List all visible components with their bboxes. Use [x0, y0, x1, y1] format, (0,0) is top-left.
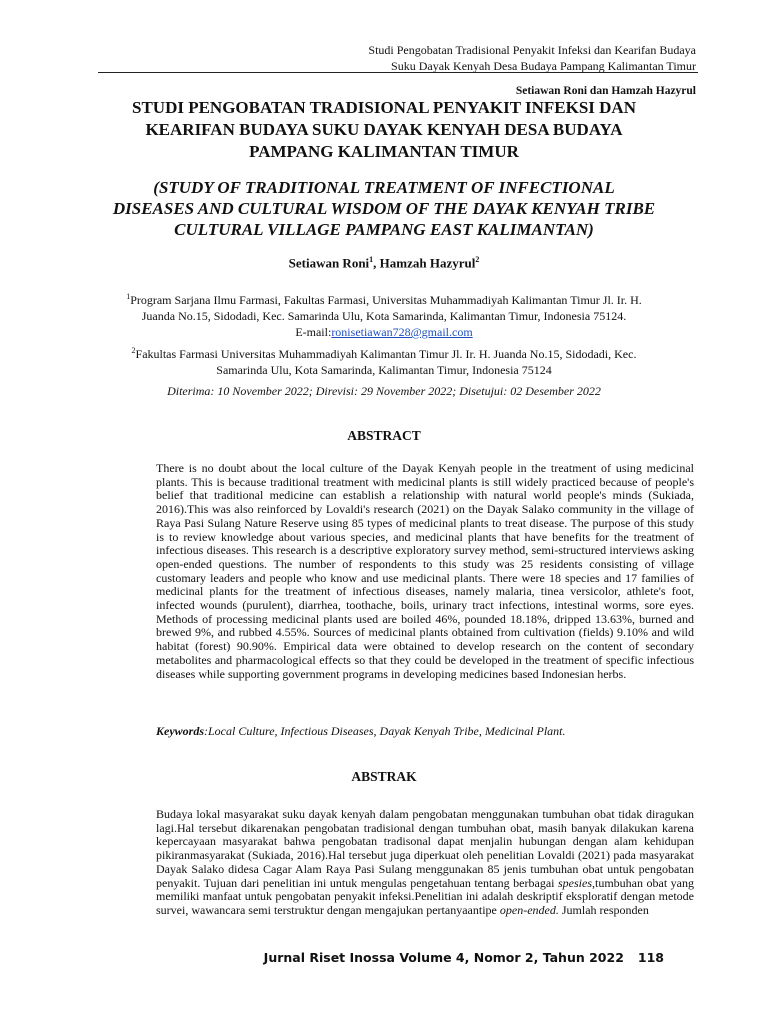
title-en-line-2: DISEASES AND CULTURAL WISDOM OF THE DAYAK KENYAH TRIBE: [112, 199, 656, 218]
paper-title: [80, 97, 688, 163]
abstrak-italic-2: open-ended.: [499, 902, 559, 917]
affiliation-1: [110, 289, 658, 340]
running-head: [368, 42, 696, 74]
author-1: Setiawan Roni: [288, 255, 370, 271]
keywords-label: Keywords: [156, 724, 204, 738]
abstrak-body: [156, 808, 694, 918]
running-head-line-1: Studi Pengobatan Tradisional Penyakit Infeksi dan Kearifan Budaya: [368, 43, 696, 57]
header-rule: [98, 72, 698, 73]
abstract-heading: ABSTRACT: [347, 428, 421, 443]
keywords-line: [156, 724, 694, 739]
submission-dates: Diterima: 10 November 2022; Direvisi: 29 November 2022; Disetujui: 02 Desember 2022: [167, 384, 601, 398]
page-number: 118: [637, 950, 664, 965]
author-separator: ,: [373, 255, 380, 271]
abstrak-heading: ABSTRAK: [351, 769, 417, 784]
title-en-line-3: CULTURAL VILLAGE PAMPANG EAST KALIMANTAN): [174, 220, 594, 239]
abstrak-italic-1: spesies: [558, 875, 592, 890]
title-line-2: KEARIFAN BUDAYA SUKU DAYAK KENYAH DESA BUDAYA: [145, 120, 623, 139]
journal-citation: Jurnal Riset Inossa Volume 4, Nomor 2, Tahun 2022: [263, 950, 624, 965]
affiliation-1-line-2: Juanda No.15, Sidodadi, Kec. Samarinda Ulu, Kota Samarinda, Kalimantan Timur, Indonesia 75124.: [141, 309, 627, 323]
affiliation-2-mark: 2: [131, 346, 136, 355]
abstrak-part-1: Budaya lokal masyarakat suku dayak kenyah dalam pengobatan menggunakan tumbuhan obat tidak diragukan lagi.Hal tersebut dikarenakan pengobatan tradisional dengan tumbuhan obat, masih banyak dilakukan karena kepercayaan masyarakat bahwa pengobatan tradisonal dapat menjalin hubungan dengan alam kehidupan pikiranmasyarakat (Sukiada, 2016).Hal tersebut juga diperkuat oleh penelitian Lovaldi (2021) pada masyarakat Dayak Salako didesa Cagar Alam Raya Pasi Sulang menggunakan 85 jenis tumbuhan obat untuk pengobatan penyakit. Tujuan dari penelitian ini untuk mengulas pengetahuan tentang berbagai: [156, 807, 694, 890]
affiliation-1-line-1: Program Sarjana Ilmu Farmasi, Fakultas Farmasi, Universitas Muhammadiyah Kalimantan Timur Jl. Ir. H.: [130, 293, 642, 307]
email-link[interactable]: ronisetiawan728@gmail.com: [331, 325, 473, 339]
author-list: [0, 255, 768, 271]
title-line-1: STUDI PENGOBATAN TRADISIONAL PENYAKIT INFEKSI DAN: [132, 98, 636, 117]
author-1-affil-mark: 1: [369, 255, 374, 264]
running-head-line-2: Suku Dayak Kenyah Desa Budaya Pampang Kalimantan Timur: [391, 59, 696, 73]
affiliation-2-line-1: Fakultas Farmasi Universitas Muhammadiyah Kalimantan Timur Jl. Ir. H. Juanda No.15, Sidodadi, Kec.: [135, 347, 637, 361]
keywords-text: :Local Culture, Infectious Diseases, Dayak Kenyah Tribe, Medicinal Plant.: [204, 724, 566, 738]
affiliation-1-mark: 1: [126, 292, 131, 301]
abstrak-part-2: ,tumbuhan obat yang memiliki manfaat untuk pengobatan penyakit infeksi.Penelitian ini adalah deskriptif eksploratif dengan metode survei, wawancara semi terstruktur dengan mengajukan pertanyaantipe: [156, 875, 694, 917]
abstract-body: There is no doubt about the local culture of the Dayak Kenyah people in the treatment of using medicinal plants. This is because traditional treatment with medicinal plants is still widely practiced because of people's belief that traditional medicine can establish a relationship with natural world people's minds (Sukiada, 2016).This was also reinforced by Lovaldi's research (2021) on the Dayak Salako community in the village of Raya Pasi Sulang Nature Reserve using 85 types of medicinal plants to treat disease. The purpose of this study is to review knowledge about various species, and medicinal plants that have benefits for the treatment of infectious diseases. This research is a descriptive exploratory survey method, semi-structured interviews asking open-ended questions. The number of respondents to this study was 25 residents consisting of village customary leaders and people who know and use medicinal plants. There were 18 species and 17 families of medicinal plants for the treatment of infectious diseases, namely malaria, tinea versicolor, athlete's foot, infected wounds (purulent), diarrhea, toothache, boils, urinary tract infections, intestinal worms, sore eyes. Methods of processing medicinal plants used are boiled 46%, pounded 18.18%, dripped 13.63%, burned and brewed 9%, and rubbed 4.55%. Sources of medicinal plants obtained from cultivation (fields) 9.10% and wild habitat (forest) 90.90%. Empirical data were obtained to develop research on the content of secondary metabolites and pharmacological effects so that they could be developed in the treatment of specific infectious diseases while supporting government programs in developing medicines based Indonesian herbs.: [156, 461, 694, 681]
affiliation-2: [110, 343, 658, 378]
title-line-3: PAMPANG KALIMANTAN TIMUR: [249, 142, 519, 161]
title-en-line-1: (STUDY OF TRADITIONAL TREATMENT OF INFECTIONAL: [153, 178, 615, 197]
author-2: Hamzah Hazyrul: [379, 255, 476, 271]
author-running-head: Setiawan Roni dan Hamzah Hazyrul: [515, 85, 696, 97]
author-2-affil-mark: 2: [475, 255, 480, 264]
page-footer: [264, 950, 664, 965]
email-label: E-mail:: [295, 325, 332, 339]
paper-title-english: [70, 177, 698, 240]
abstrak-part-3: Jumlah responden: [558, 902, 649, 917]
affiliation-2-line-2: Samarinda Ulu, Kota Samarinda, Kalimantan Timur, Indonesia 75124: [216, 363, 552, 377]
